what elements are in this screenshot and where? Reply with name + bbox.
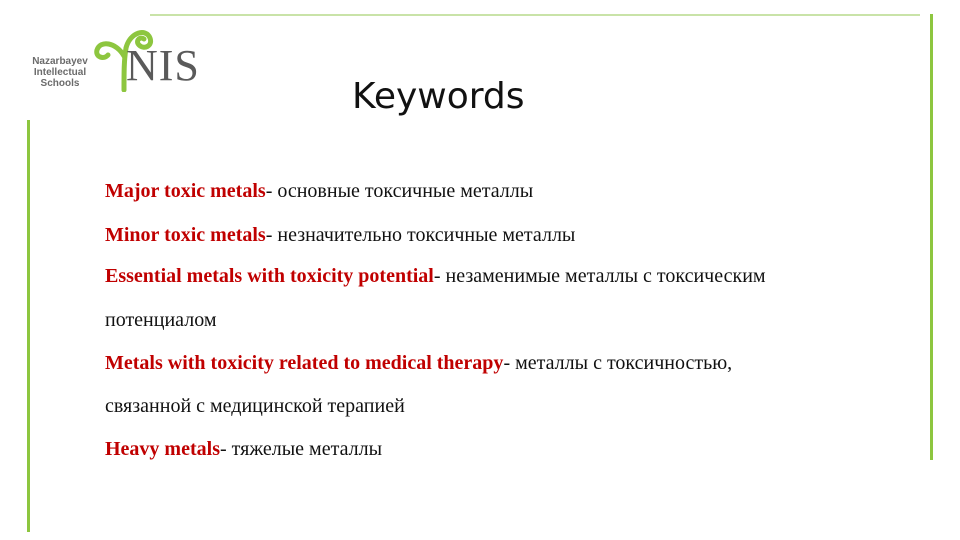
keyword-continuation: связанной с медицинской терапией	[105, 395, 405, 417]
keyword-item	[105, 438, 382, 460]
slide-title: Keywords	[352, 76, 525, 117]
keyword-term: Major toxic metals	[105, 180, 266, 202]
keyword-item	[105, 352, 732, 374]
keyword-term: Minor toxic metals	[105, 224, 266, 246]
frame-left-line	[27, 120, 30, 532]
keyword-term: Heavy metals	[105, 438, 220, 460]
keyword-term: Essential metals with toxicity potential	[105, 265, 434, 287]
keyword-item	[105, 180, 533, 202]
keyword-term: Metals with toxicity related to medical therapy	[105, 352, 504, 374]
nis-logo	[14, 18, 224, 96]
keyword-translation: - основные токсичные металлы	[265, 180, 534, 202]
keyword-item	[105, 224, 575, 246]
school-name-line: Schools	[40, 78, 80, 89]
frame-right-line	[930, 14, 933, 460]
frame-top-line	[150, 14, 920, 16]
keyword-translation: - незаменимые металлы с токсическим	[433, 265, 766, 287]
keyword-continuation: потенциалом	[105, 309, 217, 331]
keyword-translation: - металлы с токсичностью,	[503, 352, 733, 374]
keyword-item	[105, 265, 766, 287]
keyword-translation: - незначительно токсичные металлы	[265, 224, 576, 246]
keyword-translation: - тяжелые металлы	[219, 438, 383, 460]
school-name	[18, 56, 102, 89]
school-name-line: Nazarbayev	[32, 56, 88, 67]
logo-abbr: NIS	[126, 41, 200, 90]
school-name-line: Intellectual	[33, 67, 87, 78]
